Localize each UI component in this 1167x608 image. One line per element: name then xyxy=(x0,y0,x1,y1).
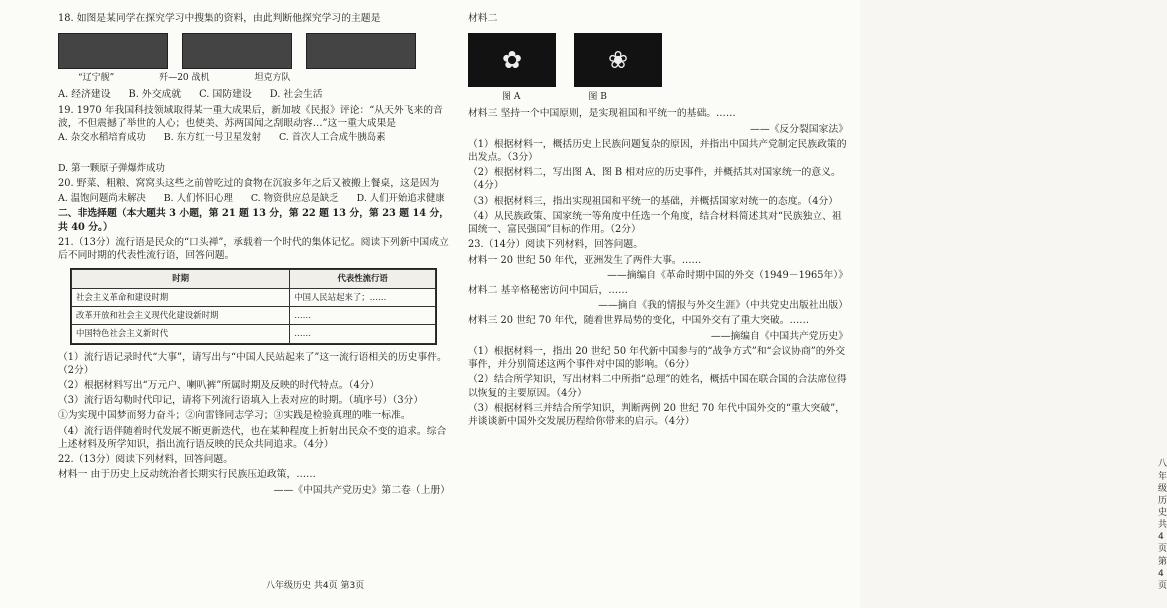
q23-m3: 材料三 20 世纪 70 年代，随着世界局势的变化，中国外交有了重大突破。…… xyxy=(468,315,810,327)
q18-captions: “辽宁舰” 歼—20 战机 坦克方队 xyxy=(78,73,291,84)
question-20: 20. 野菜、粗粮、窝窝头这些之前曾吃过的食物在沉寂多年之后又被搬上餐桌，这是因为 xyxy=(58,178,440,190)
table-header-slogans: 代表性流行语 xyxy=(290,270,436,288)
right-page xyxy=(468,10,1167,598)
q21-sub1: （1）流行语记录时代“大事”，请写出与“中国人民站起来了”这一流行语相关的历史事件。（2分） xyxy=(58,351,447,376)
hong-kong-flag xyxy=(468,33,556,87)
macau-flag xyxy=(574,33,662,87)
tank-parade-image xyxy=(306,33,416,69)
lotus-icon: ❀ xyxy=(607,46,629,75)
q22-sub2: （2）根据材料二，写出图 A、图 B 相对应的历史事件，并概括其对国家统一的意义。（4分） xyxy=(468,167,841,192)
q21-sub3: （3）流行语勾勒时代印记，请将下列流行语填入上表对应的时期。（填序号）（3分） xyxy=(58,395,424,407)
q21-sub3-items: ①为实现中国梦而努力奋斗；②向雷锋同志学习；③实践是检验真理的唯一标准。 xyxy=(58,410,411,422)
left-page xyxy=(58,10,450,598)
q21-sub2: （2）根据材料写出“万元户、喇叭裤”所属时期及反映的时代特点。（4分） xyxy=(58,379,380,391)
q23-sub1: （1）根据材料一，指出 20 世纪 50 年代新中国参与的“战争方式”和“会议协商”的外交事件，并分别简述这两个事件对中国的影响。（6分） xyxy=(468,345,846,371)
table-row: 中国特色社会主义新时代 …… xyxy=(72,325,436,343)
left-footer: 八年级历史 共4页 第3页 xyxy=(266,580,365,591)
q23-sub2: （2）结合所学知识，写出材料二中所指“总理”的姓名，概括中国在联合国的合法席位得以恢复的主要原因。（4分） xyxy=(468,374,847,399)
bauhinia-icon: ✿ xyxy=(501,46,523,75)
material3: 材料三 坚持一个中国原则，是实现祖国和平统一的基础。…… xyxy=(468,108,736,120)
q22-material1: 材料一 由于历史上反动统治者长期实行民族压迫政策，…… xyxy=(58,469,316,481)
q21-table xyxy=(70,268,437,344)
material3-source: ——《反分裂国家法》 xyxy=(750,123,848,135)
q22-sub1: （1）根据材料一，概括历史上民族问题复杂的原因，并指出中国共产党制定民族政策的出发点。（3分） xyxy=(468,138,847,164)
q23-m1: 材料一 20 世纪 50 年代，亚洲发生了两件大事。…… xyxy=(468,254,702,266)
question-18: 18. 如图是某同学在探究学习中搜集的资料，由此判断他探究学习的主题是 xyxy=(58,13,381,24)
q23-m2-source: ——摘自《我的情报与外交生涯》（中共党史出版社出版） xyxy=(598,300,848,312)
j20-image xyxy=(182,33,292,69)
q22-sub3: （3）根据材料三，指出实现祖国和平统一的基础，并概括国家对统一的态度。（4分） xyxy=(468,195,839,207)
question-23: 23.（14分）阅读下列材料，回答问题。 xyxy=(468,239,643,251)
section-2-title: 二、非选择题（本大题共 3 小题，第 21 题 13 分，第 22 题 13 分，第 23 题 14 分，共 40 分。） xyxy=(58,208,450,233)
material2-title: 材料二 xyxy=(468,13,498,24)
question-21: 21.（13分）流行语是民众的“口头禅”，承载着一个时代的集体记忆。阅读下列新中国成立后不同时期的代表性流行语，回答问题。 xyxy=(58,236,449,261)
table-row: 改革开放和社会主义现代化建设新时期 …… xyxy=(72,306,436,324)
question-19: 19. 1970 年我国科技领域取得某一重大成果后，新加坡《民报》评论：“从天外飞来的音波，不但震撼了举世的人心；也使美、苏两国闻之刮眼动容…”这一重大成果是 xyxy=(58,104,443,129)
q19-options: A. 杂交水稻培育成功 B. 东方红一号卫星发射 C. 首次人工合成牛胰岛素 D. 第一颗原子弹爆炸成功 xyxy=(58,132,386,174)
q23-m2: 材料二 基辛格秘密访问中国后，…… xyxy=(468,284,628,296)
question-22: 22.（13分）阅读下列材料，回答问题。 xyxy=(58,454,233,466)
q23-sub3: （3）根据材料三并结合所学知识，判断两例 20 世纪 70 年代中国外交的“重大突破”，并谈谈新中国外交发展历程给你带来的启示。（4分） xyxy=(468,402,845,427)
q23-m3-source: ——摘编自《中国共产党历史》 xyxy=(710,330,848,342)
liaoning-ship-image xyxy=(58,33,168,69)
q21-sub4: （4）流行语伴随着时代发展不断更新迭代，也在某种程度上折射出民众不变的追求。综合上述材料及所学知识，指出流行语反映的民众共同追求。（4分） xyxy=(58,425,447,450)
table-row: 社会主义革命和建设时期 中国人民站起来了；…… xyxy=(72,288,436,306)
right-footer: 八年级历史 共4页 第4页 xyxy=(1158,459,1167,591)
q18-options: A. 经济建设 B. 外交成就 C. 国防建设 D. 社会生活 xyxy=(58,89,323,101)
q22-source: ——《中国共产党历史》第二卷（上册） xyxy=(273,484,450,496)
q23-m1-source: ——摘编自《革命时期中国的外交（1949－1965年）》 xyxy=(607,269,848,281)
flags xyxy=(468,33,848,87)
q22-sub4: （4）从民族政策、国家统一等角度中任选一个角度，结合材料简述其对“民族独立、祖国统一、富民强国”目标的作用。（2分） xyxy=(468,210,842,236)
table-header-period: 时期 xyxy=(72,270,290,288)
figure-captions: 图 A 图 B xyxy=(502,92,607,103)
q20-options: A. 温饱问题尚未解决 B. 人们怀旧心理 C. 物资供应总是缺乏 D. 人们开始追求健康 xyxy=(58,192,445,204)
q18-images xyxy=(58,33,450,69)
